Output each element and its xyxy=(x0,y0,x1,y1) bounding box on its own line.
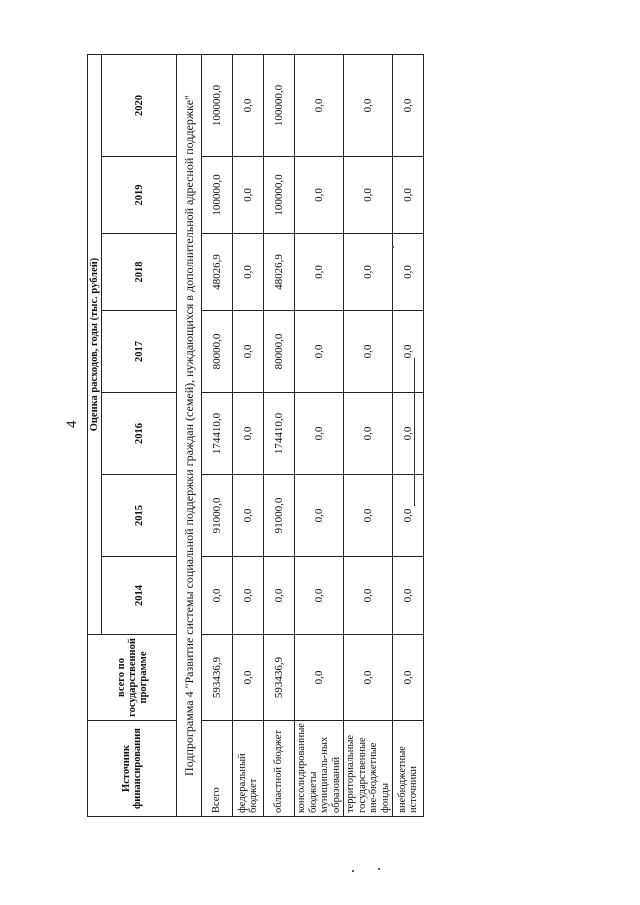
total-cell: 0,0 xyxy=(295,635,344,721)
table-row xyxy=(344,55,393,817)
table-row xyxy=(233,55,264,817)
value-cell: 0,0 xyxy=(295,157,344,234)
value-cell: 0,0 xyxy=(295,55,344,157)
value-cell: 0,0 xyxy=(264,557,295,635)
value-cell: 0,0 xyxy=(344,55,393,157)
year-header: 2016 xyxy=(102,393,177,475)
value-cell: 0,0 xyxy=(233,475,264,557)
total-cell: 0,0 xyxy=(393,635,424,721)
subprogram-row xyxy=(177,55,202,817)
source-cell: федеральный бюджет xyxy=(233,721,264,817)
scan-speck xyxy=(378,868,380,870)
value-cell: 80000,0 xyxy=(264,311,295,393)
value-cell: 48026,9 xyxy=(264,234,295,311)
value-cell: 0,0 xyxy=(344,157,393,234)
value-cell: 0,0 xyxy=(393,234,424,311)
source-cell: областной бюджет xyxy=(264,721,295,817)
value-cell: 0,0 xyxy=(233,157,264,234)
value-cell: 100000,0 xyxy=(202,157,233,234)
rotated-table-container xyxy=(87,55,419,817)
value-cell: 0,0 xyxy=(393,557,424,635)
value-cell: 0,0 xyxy=(393,311,424,393)
value-cell: 0,0 xyxy=(233,311,264,393)
value-cell: 0,0 xyxy=(295,557,344,635)
table-row xyxy=(393,55,424,817)
subprogram-title: Подпрограмма 4 "Развитие системы социальной поддержки граждан (семей), нуждающихся в дополнительной адресной поддержке" xyxy=(177,55,202,817)
value-cell: 0,0 xyxy=(233,234,264,311)
value-cell: 0,0 xyxy=(233,393,264,475)
value-cell: 0,0 xyxy=(202,557,233,635)
value-cell: 91000,0 xyxy=(264,475,295,557)
year-header: 2017 xyxy=(102,311,177,393)
total-cell: 593436,9 xyxy=(202,635,233,721)
value-cell: 0,0 xyxy=(344,393,393,475)
source-cell: Всего xyxy=(202,721,233,817)
value-cell: 174410,0 xyxy=(264,393,295,475)
value-cell: 0,0 xyxy=(344,311,393,393)
table-row xyxy=(202,55,233,817)
header-estimate: Оценка расходов, годы (тыс. рублей) xyxy=(88,55,102,635)
scan-speck xyxy=(392,246,394,248)
page-number: 4 xyxy=(64,420,80,428)
value-cell: 91000,0 xyxy=(202,475,233,557)
funding-table xyxy=(87,54,424,817)
total-cell: 0,0 xyxy=(233,635,264,721)
source-cell: консолидированные бюджеты муниципаль-ных образований xyxy=(295,721,344,817)
value-cell: 48026,9 xyxy=(202,234,233,311)
value-cell: 0,0 xyxy=(393,157,424,234)
value-cell: 174410,0 xyxy=(202,393,233,475)
table-row xyxy=(264,55,295,817)
value-cell: 80000,0 xyxy=(202,311,233,393)
value-cell: 0,0 xyxy=(344,557,393,635)
year-header: 2014 xyxy=(102,557,177,635)
value-cell: 0,0 xyxy=(295,393,344,475)
value-cell: 0,0 xyxy=(295,311,344,393)
value-cell: 100000,0 xyxy=(264,157,295,234)
value-cell: 0,0 xyxy=(393,393,424,475)
total-cell: 593436,9 xyxy=(264,635,295,721)
value-cell: 100000,0 xyxy=(202,55,233,157)
header-source: Источник финансирования xyxy=(88,721,177,817)
year-header: 2018 xyxy=(102,234,177,311)
value-cell: 0,0 xyxy=(344,475,393,557)
scan-speck xyxy=(352,870,354,872)
year-header: 2019 xyxy=(102,157,177,234)
source-cell: внебюджетные источники xyxy=(393,721,424,817)
year-header: 2020 xyxy=(102,55,177,157)
value-cell: 0,0 xyxy=(344,234,393,311)
source-cell: территориальные государственные вне-бюджетные фонды xyxy=(344,721,393,817)
value-cell: 0,0 xyxy=(393,475,424,557)
value-cell: 0,0 xyxy=(233,557,264,635)
value-cell: 100000,0 xyxy=(264,55,295,157)
header-total: всего по государственной программе xyxy=(88,635,177,721)
signature-rule xyxy=(414,358,415,506)
value-cell: 0,0 xyxy=(295,234,344,311)
total-cell: 0,0 xyxy=(344,635,393,721)
table-row xyxy=(295,55,344,817)
value-cell: 0,0 xyxy=(393,55,424,157)
header-row-1 xyxy=(88,55,102,817)
value-cell: 0,0 xyxy=(233,55,264,157)
year-header: 2015 xyxy=(102,475,177,557)
value-cell: 0,0 xyxy=(295,475,344,557)
